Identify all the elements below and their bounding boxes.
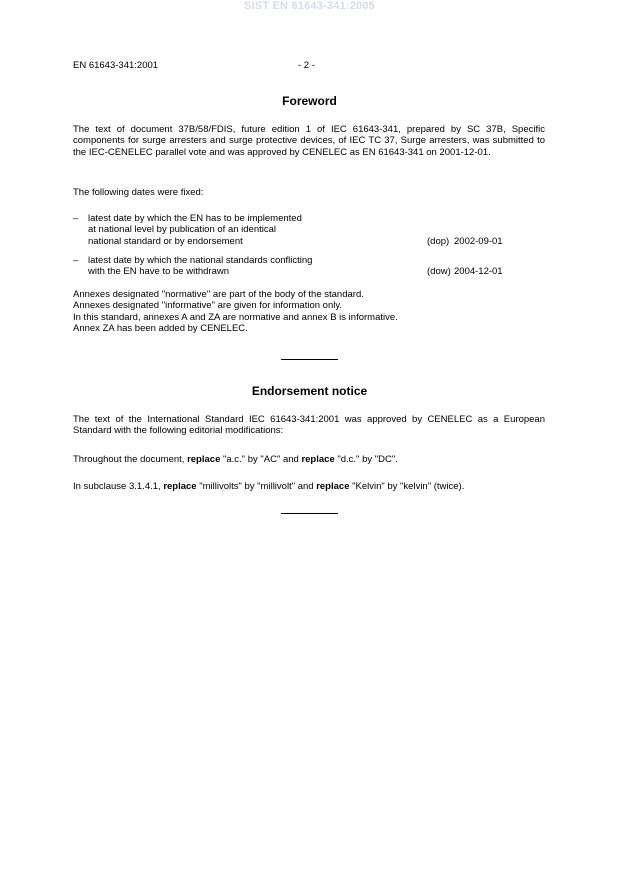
- date-item-line: latest date by which the national standards conflicting: [88, 255, 313, 266]
- replace-keyword: replace: [187, 454, 221, 465]
- modification-2: [73, 481, 545, 492]
- replace-keyword: replace: [301, 454, 335, 465]
- header-page-number: - 2 -: [298, 60, 315, 71]
- modification-text: "Kelvin" by "kelvin" (twice).: [352, 481, 465, 492]
- date-item-line: at national level by publication of an identical: [88, 224, 277, 236]
- replace-keyword: replace: [163, 481, 197, 492]
- date-item-dow: [73, 255, 545, 279]
- foreword-intro: The text of document 37B/58/FDIS, future edition 1 of IEC 61643-341, prepared by SC 37B, Specific components for surge arresters and surge protective devices, of IEC TC 37, Surge arresters, was submitted to the IEC-CENELEC parallel vote and was approved by CENELEC as EN 61643-341 on 2001-12-01.: [73, 124, 545, 158]
- date-item-line: with the EN have to be withdrawn: [88, 266, 229, 278]
- section-divider: [281, 513, 338, 514]
- dates-intro: The following dates were fixed:: [73, 187, 204, 198]
- header-doc-id: EN 61643-341:2001: [73, 60, 159, 71]
- date-item-text: [88, 255, 388, 278]
- dash-marker: –: [73, 213, 79, 224]
- date-item-line: national standard or by endorsement: [88, 235, 243, 247]
- endorsement-title: Endorsement notice: [251, 384, 368, 398]
- foreword-title: Foreword: [282, 94, 337, 108]
- date-item-text: [88, 213, 388, 247]
- dash-marker: –: [73, 255, 79, 266]
- modification-text: "millivolts" by "millivolt" and: [199, 481, 314, 492]
- annex-line: Annexes designated "informative" are given for information only.: [73, 300, 343, 312]
- modification-text: In subclause 3.1.4.1,: [73, 481, 161, 492]
- annex-notes: [73, 289, 545, 335]
- date-code: (dop): [427, 235, 450, 247]
- date-value: 2002-09-01: [454, 235, 503, 247]
- date-item-line: latest date by which the EN has to be implemented: [88, 213, 302, 224]
- modification-text: Throughout the document,: [73, 454, 185, 465]
- endorsement-intro: The text of the International Standard IEC 61643-341:2001 was approved by CENELEC as a European Standard with the following editorial modifications:: [73, 414, 545, 437]
- date-item-dop: [73, 213, 545, 249]
- modification-1: [73, 454, 545, 465]
- date-value: 2004-12-01: [454, 266, 503, 278]
- annex-line: In this standard, annexes A and ZA are normative and annex B is informative.: [73, 311, 398, 323]
- section-divider: [281, 359, 338, 360]
- modification-text: "a.c." by "AC" and: [223, 454, 299, 465]
- annex-line: Annexes designated "normative" are part of the body of the standard.: [73, 289, 364, 300]
- annex-line: Annex ZA has been added by CENELEC.: [73, 323, 248, 335]
- modification-text: "d.c." by "DC".: [337, 454, 398, 465]
- date-code: (dow): [427, 266, 451, 278]
- watermark: SIST EN 61643-341:2005: [244, 0, 375, 12]
- replace-keyword: replace: [316, 481, 350, 492]
